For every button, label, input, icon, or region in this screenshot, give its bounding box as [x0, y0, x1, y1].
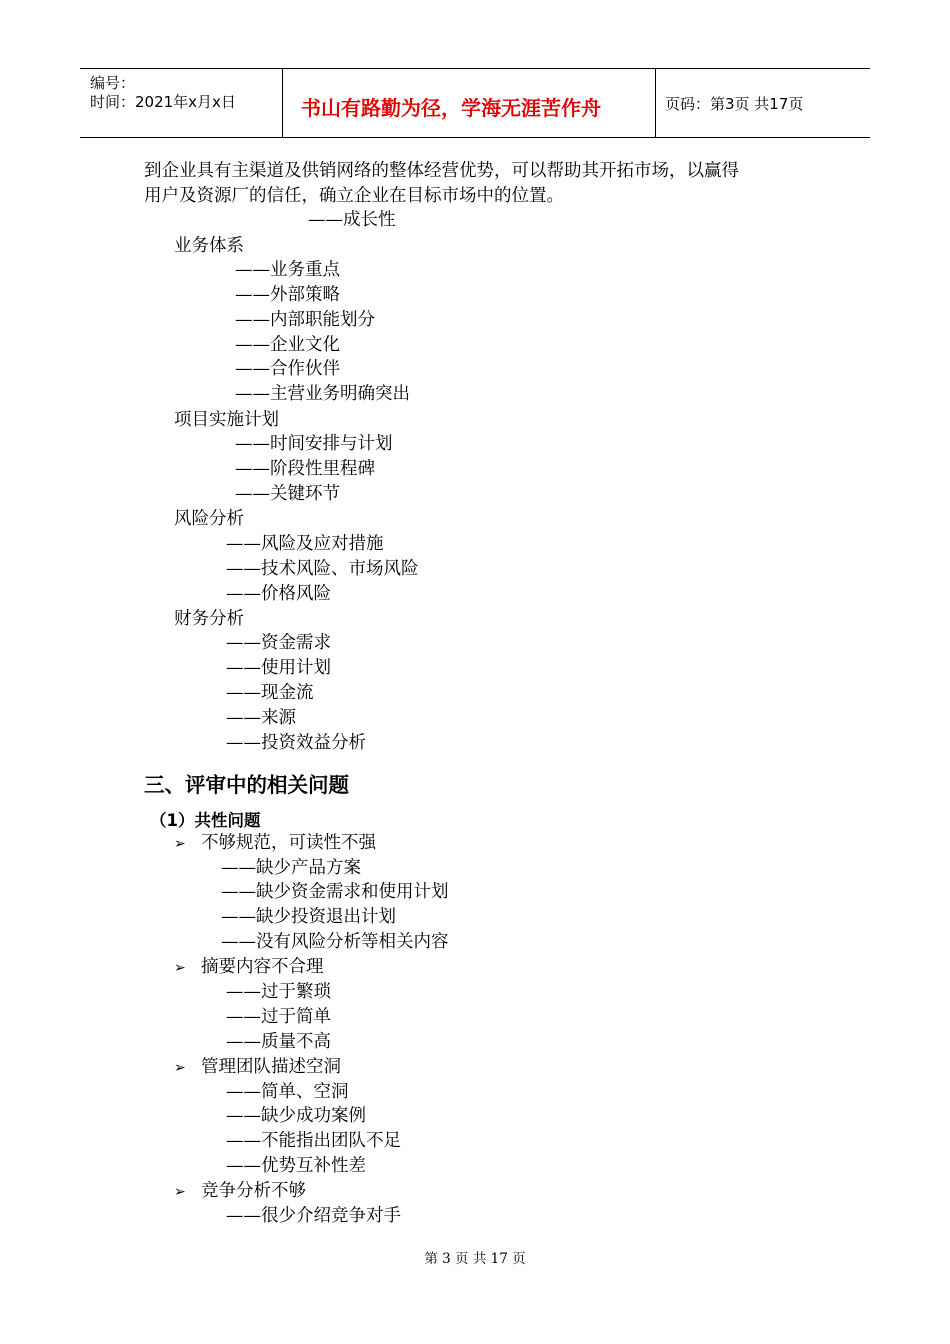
list-item: ——业务重点 — [235, 260, 340, 280]
list-item: ——阶段性里程碑 — [235, 459, 375, 479]
list-item: ——没有风险分析等相关内容 — [221, 932, 449, 952]
bullet-label: 不够规范，可读性不强 — [201, 833, 376, 853]
list-item: ——风险及应对措施 — [226, 534, 384, 554]
bullet-label: 竞争分析不够 — [201, 1181, 306, 1201]
arrow-bullet-icon: ➢ — [174, 1184, 186, 1200]
arrow-bullet-icon: ➢ — [174, 1060, 186, 1076]
list-item: ——缺少资金需求和使用计划 — [221, 882, 449, 902]
list-item: ——使用计划 — [226, 658, 331, 678]
project-title: 项目实施计划 — [174, 410, 279, 430]
bullet-item — [174, 1180, 306, 1203]
list-item: ——现金流 — [226, 683, 314, 703]
intro-line-2: 用户及资源厂的信任，确立企业在目标市场中的位置。 — [144, 186, 564, 206]
list-item: ——优势互补性差 — [226, 1156, 366, 1176]
page-header — [80, 68, 870, 138]
list-item: ——主营业务明确突出 — [235, 384, 410, 404]
list-item: ——内部职能划分 — [235, 310, 375, 330]
arrow-bullet-icon: ➢ — [174, 836, 186, 852]
list-item: ——缺少投资退出计划 — [221, 907, 396, 927]
number-label: 编号： — [90, 74, 136, 92]
list-item: ——外部策略 — [235, 285, 340, 305]
list-item: ——价格风险 — [226, 584, 331, 604]
intro-line-1: 到企业具有主渠道及供销网络的整体经营优势，可以帮助其开拓市场，以赢得 — [144, 161, 739, 181]
header-left-cell — [80, 69, 282, 137]
list-item: ——简单、空洞 — [226, 1082, 349, 1102]
list-item: ——资金需求 — [226, 633, 331, 653]
bullet-item — [174, 1056, 341, 1079]
list-item: ——缺少产品方案 — [221, 858, 361, 878]
motto-text: 书山有路勤为径，学海无涯苦作舟 — [301, 96, 601, 120]
growth-item: ——成长性 — [308, 210, 396, 230]
list-item: ——过于简单 — [226, 1007, 331, 1027]
list-item: ——关键环节 — [235, 484, 340, 504]
list-item: ——投资效益分析 — [226, 733, 366, 753]
date-label: 时间：2021年x月x日 — [90, 93, 236, 111]
bullet-item — [174, 832, 376, 855]
list-item: ——不能指出团队不足 — [226, 1131, 401, 1151]
list-item: ——时间安排与计划 — [235, 434, 393, 454]
list-item: ——缺少成功案例 — [226, 1106, 366, 1126]
list-item: ——企业文化 — [235, 335, 340, 355]
page-info: 页码：第3页 共17页 — [665, 95, 804, 113]
page-footer: 第 3 页 共 17 页 — [424, 1251, 526, 1267]
bullet-label: 管理团队描述空洞 — [201, 1057, 341, 1077]
arrow-bullet-icon: ➢ — [174, 960, 186, 976]
risk-title: 风险分析 — [174, 509, 244, 529]
header-page-cell — [655, 69, 870, 137]
subsection-1-heading: （1）共性问题 — [150, 811, 261, 830]
section-3-heading: 三、评审中的相关问题 — [144, 773, 349, 797]
finance-title: 财务分析 — [174, 609, 244, 629]
bullet-item — [174, 956, 324, 979]
header-motto-cell — [282, 69, 656, 137]
bullet-label: 摘要内容不合理 — [201, 957, 324, 977]
list-item: ——技术风险、市场风险 — [226, 559, 419, 579]
business-title: 业务体系 — [174, 236, 244, 256]
list-item: ——合作伙伴 — [235, 359, 340, 379]
list-item: ——过于繁琐 — [226, 982, 331, 1002]
list-item: ——来源 — [226, 708, 296, 728]
list-item: ——很少介绍竞争对手 — [226, 1206, 401, 1226]
list-item: ——质量不高 — [226, 1032, 331, 1052]
